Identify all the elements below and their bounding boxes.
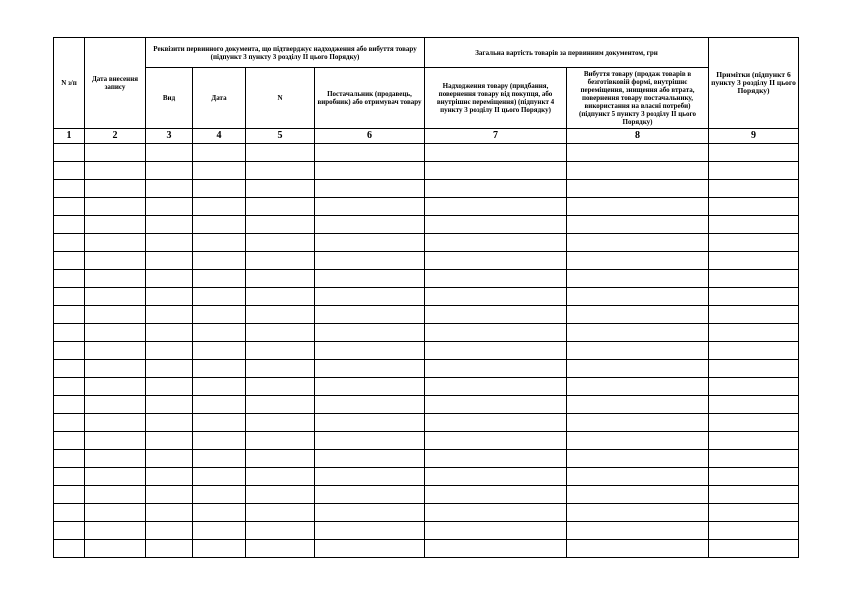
- table-row: [54, 144, 799, 162]
- table-cell[interactable]: [709, 540, 799, 558]
- table-cell[interactable]: [246, 234, 315, 252]
- goods-register-table: [53, 37, 799, 558]
- table-cell[interactable]: [54, 522, 85, 540]
- table-cell[interactable]: [315, 360, 425, 378]
- table-row: [54, 486, 799, 504]
- table-row: [54, 180, 799, 198]
- table-cell[interactable]: [54, 504, 85, 522]
- table-cell[interactable]: [85, 234, 146, 252]
- table-cell[interactable]: [246, 270, 315, 288]
- table-cell[interactable]: [425, 180, 567, 198]
- table-cell[interactable]: [146, 162, 193, 180]
- table-cell[interactable]: [709, 216, 799, 234]
- header-document-number: N: [246, 68, 315, 129]
- table-cell[interactable]: [315, 180, 425, 198]
- table-row: [54, 198, 799, 216]
- table-cell[interactable]: [246, 216, 315, 234]
- table-cell[interactable]: [193, 342, 246, 360]
- table-cell[interactable]: [85, 198, 146, 216]
- table-cell[interactable]: [425, 270, 567, 288]
- table-cell[interactable]: [193, 324, 246, 342]
- table-cell[interactable]: [709, 270, 799, 288]
- table-cell[interactable]: [567, 288, 709, 306]
- table-cell[interactable]: [146, 234, 193, 252]
- table-cell[interactable]: [146, 306, 193, 324]
- table-cell[interactable]: [85, 288, 146, 306]
- table-cell[interactable]: [425, 360, 567, 378]
- table-cell[interactable]: [54, 252, 85, 270]
- table-cell[interactable]: [567, 540, 709, 558]
- table-cell[interactable]: [425, 432, 567, 450]
- table-cell[interactable]: [54, 306, 85, 324]
- table-cell[interactable]: [54, 288, 85, 306]
- table-cell[interactable]: [146, 540, 193, 558]
- table-cell[interactable]: [315, 486, 425, 504]
- table-cell[interactable]: [709, 450, 799, 468]
- table-cell[interactable]: [425, 414, 567, 432]
- table-cell[interactable]: [246, 198, 315, 216]
- table-row: [54, 378, 799, 396]
- table-cell[interactable]: [193, 450, 246, 468]
- table-cell[interactable]: [425, 324, 567, 342]
- table-cell[interactable]: [54, 270, 85, 288]
- table-cell[interactable]: [246, 540, 315, 558]
- table-cell[interactable]: [246, 414, 315, 432]
- table-cell[interactable]: [315, 252, 425, 270]
- table-cell[interactable]: [246, 378, 315, 396]
- table-cell[interactable]: [85, 162, 146, 180]
- table-cell[interactable]: [315, 198, 425, 216]
- table-cell[interactable]: [246, 324, 315, 342]
- table-cell[interactable]: [567, 486, 709, 504]
- table-cell[interactable]: [567, 216, 709, 234]
- table-cell[interactable]: [85, 342, 146, 360]
- table-cell[interactable]: [315, 342, 425, 360]
- table-cell[interactable]: [315, 270, 425, 288]
- table-row: [54, 468, 799, 486]
- table-cell[interactable]: [709, 432, 799, 450]
- table-cell[interactable]: [54, 414, 85, 432]
- table-cell[interactable]: [146, 522, 193, 540]
- table-header: [54, 38, 799, 144]
- table-cell[interactable]: [85, 468, 146, 486]
- table-cell[interactable]: [425, 522, 567, 540]
- table-cell[interactable]: [425, 378, 567, 396]
- table-cell[interactable]: [146, 414, 193, 432]
- table-cell[interactable]: [567, 414, 709, 432]
- table-cell[interactable]: [709, 414, 799, 432]
- table-row: [54, 288, 799, 306]
- table-cell[interactable]: [193, 378, 246, 396]
- table-cell[interactable]: [315, 324, 425, 342]
- table-cell[interactable]: [193, 162, 246, 180]
- table-cell[interactable]: [246, 144, 315, 162]
- table-cell[interactable]: [146, 288, 193, 306]
- column-number: 3: [146, 129, 193, 144]
- table-cell[interactable]: [54, 216, 85, 234]
- table-row: [54, 450, 799, 468]
- table-cell[interactable]: [567, 504, 709, 522]
- table-cell[interactable]: [193, 288, 246, 306]
- table-cell[interactable]: [567, 378, 709, 396]
- table-cell[interactable]: [246, 396, 315, 414]
- table-cell[interactable]: [146, 270, 193, 288]
- table-cell[interactable]: [85, 252, 146, 270]
- table-cell[interactable]: [425, 162, 567, 180]
- table-row: [54, 504, 799, 522]
- table-cell[interactable]: [315, 216, 425, 234]
- table-cell[interactable]: [146, 144, 193, 162]
- table-cell[interactable]: [567, 450, 709, 468]
- table-cell[interactable]: [315, 162, 425, 180]
- header-document-date: Дата: [193, 68, 246, 129]
- table-cell[interactable]: [567, 180, 709, 198]
- table-cell[interactable]: [709, 396, 799, 414]
- table-cell[interactable]: [709, 144, 799, 162]
- table-cell[interactable]: [567, 198, 709, 216]
- table-cell[interactable]: [54, 540, 85, 558]
- table-cell[interactable]: [709, 360, 799, 378]
- table-cell[interactable]: [54, 360, 85, 378]
- table-cell[interactable]: [85, 216, 146, 234]
- table-cell[interactable]: [193, 504, 246, 522]
- table-cell[interactable]: [246, 252, 315, 270]
- table-cell[interactable]: [709, 486, 799, 504]
- table-cell[interactable]: [425, 216, 567, 234]
- table-row: [54, 396, 799, 414]
- table-cell[interactable]: [54, 432, 85, 450]
- table-cell[interactable]: [85, 486, 146, 504]
- table-cell[interactable]: [54, 378, 85, 396]
- table-body: [54, 144, 799, 558]
- table-row: [54, 414, 799, 432]
- table-cell[interactable]: [709, 234, 799, 252]
- table-cell[interactable]: [193, 360, 246, 378]
- column-number: 5: [246, 129, 315, 144]
- table-cell[interactable]: [85, 378, 146, 396]
- table-cell[interactable]: [567, 252, 709, 270]
- table-cell[interactable]: [85, 522, 146, 540]
- table-cell[interactable]: [567, 162, 709, 180]
- table-cell[interactable]: [709, 288, 799, 306]
- table-cell[interactable]: [425, 234, 567, 252]
- table-cell[interactable]: [54, 468, 85, 486]
- table-cell[interactable]: [315, 288, 425, 306]
- table-cell[interactable]: [709, 504, 799, 522]
- column-numbers-row: [54, 129, 799, 144]
- table-cell[interactable]: [315, 396, 425, 414]
- column-number: 7: [425, 129, 567, 144]
- table-cell[interactable]: [146, 486, 193, 504]
- table-cell[interactable]: [567, 432, 709, 450]
- table-cell[interactable]: [709, 342, 799, 360]
- table-cell[interactable]: [193, 234, 246, 252]
- table-cell[interactable]: [85, 144, 146, 162]
- table-cell[interactable]: [193, 252, 246, 270]
- table-cell[interactable]: [85, 504, 146, 522]
- table-cell[interactable]: [85, 450, 146, 468]
- table-cell[interactable]: [425, 468, 567, 486]
- table-cell[interactable]: [54, 486, 85, 504]
- table-cell[interactable]: [567, 234, 709, 252]
- column-number: 2: [85, 129, 146, 144]
- table-row: [54, 216, 799, 234]
- table-cell[interactable]: [193, 144, 246, 162]
- table-cell[interactable]: [567, 306, 709, 324]
- table-cell[interactable]: [85, 180, 146, 198]
- table-cell[interactable]: [193, 414, 246, 432]
- table-cell[interactable]: [85, 414, 146, 432]
- table-cell[interactable]: [709, 468, 799, 486]
- table-row: [54, 234, 799, 252]
- header-document-type: Вид: [146, 68, 193, 129]
- table-cell[interactable]: [85, 360, 146, 378]
- table-row: [54, 522, 799, 540]
- table-cell[interactable]: [567, 360, 709, 378]
- table-row: [54, 270, 799, 288]
- table-cell[interactable]: [193, 180, 246, 198]
- table-cell[interactable]: [709, 198, 799, 216]
- table-cell[interactable]: [315, 378, 425, 396]
- table-cell[interactable]: [425, 252, 567, 270]
- table-cell[interactable]: [425, 288, 567, 306]
- table-cell[interactable]: [193, 540, 246, 558]
- table-cell[interactable]: [425, 396, 567, 414]
- header-total-value: Загальна вартість товарів за первинним документом, грн: [425, 38, 709, 68]
- table-cell[interactable]: [425, 450, 567, 468]
- table-cell[interactable]: [246, 504, 315, 522]
- table-cell[interactable]: [425, 504, 567, 522]
- table-cell[interactable]: [709, 252, 799, 270]
- table-cell[interactable]: [146, 504, 193, 522]
- column-number: 4: [193, 129, 246, 144]
- table-cell[interactable]: [146, 342, 193, 360]
- header-document-requisites: Реквізити первинного документа, що підтверджує надходження або вибуття товару (підпункт 3 пункту 3 розділу II цього Порядку): [146, 38, 425, 68]
- table-cell[interactable]: [709, 306, 799, 324]
- table-cell[interactable]: [709, 162, 799, 180]
- table-cell[interactable]: [246, 306, 315, 324]
- table-row: [54, 360, 799, 378]
- column-number: 8: [567, 129, 709, 144]
- table-cell[interactable]: [315, 450, 425, 468]
- table-cell[interactable]: [85, 396, 146, 414]
- table-cell[interactable]: [567, 342, 709, 360]
- table-cell[interactable]: [246, 288, 315, 306]
- table-cell[interactable]: [567, 144, 709, 162]
- table-cell[interactable]: [146, 450, 193, 468]
- table-cell[interactable]: [425, 342, 567, 360]
- table-cell[interactable]: [246, 486, 315, 504]
- table-cell[interactable]: [54, 450, 85, 468]
- table-cell[interactable]: [567, 468, 709, 486]
- header-entry-date: Дата внесення запису: [85, 38, 146, 129]
- table-row: [54, 162, 799, 180]
- table-cell[interactable]: [146, 252, 193, 270]
- table-cell[interactable]: [54, 342, 85, 360]
- column-number: 6: [315, 129, 425, 144]
- table-cell[interactable]: [54, 234, 85, 252]
- table-cell[interactable]: [246, 522, 315, 540]
- table-cell[interactable]: [146, 378, 193, 396]
- table-cell[interactable]: [146, 360, 193, 378]
- table-cell[interactable]: [85, 540, 146, 558]
- table-cell[interactable]: [567, 396, 709, 414]
- table-cell[interactable]: [315, 522, 425, 540]
- header-counterparty: Постачальник (продавець, виробник) або отримувач товару: [315, 68, 425, 129]
- table-cell[interactable]: [54, 144, 85, 162]
- table-cell[interactable]: [246, 162, 315, 180]
- table-cell[interactable]: [85, 270, 146, 288]
- header-goods-receipt: Надходження товару (придбання, повернення товару від покупця, або внутрішнє переміщення) (підпункт 4 пункту 3 розділу II цього Порядку): [425, 68, 567, 129]
- table-cell[interactable]: [193, 270, 246, 288]
- table-cell[interactable]: [146, 468, 193, 486]
- table-cell[interactable]: [54, 198, 85, 216]
- table-cell[interactable]: [315, 414, 425, 432]
- table-cell[interactable]: [85, 324, 146, 342]
- table-row: [54, 342, 799, 360]
- table-cell[interactable]: [54, 162, 85, 180]
- table-row: [54, 540, 799, 558]
- table-cell[interactable]: [425, 198, 567, 216]
- column-number: 1: [54, 129, 85, 144]
- table-cell[interactable]: [315, 468, 425, 486]
- table-cell[interactable]: [709, 522, 799, 540]
- table-cell[interactable]: [246, 432, 315, 450]
- table-cell[interactable]: [193, 432, 246, 450]
- table-cell[interactable]: [709, 324, 799, 342]
- table-cell[interactable]: [567, 270, 709, 288]
- table-cell[interactable]: [315, 144, 425, 162]
- table-cell[interactable]: [193, 468, 246, 486]
- table-cell[interactable]: [146, 396, 193, 414]
- table-cell[interactable]: [315, 504, 425, 522]
- table-cell[interactable]: [246, 468, 315, 486]
- table-row: [54, 306, 799, 324]
- table-row: [54, 432, 799, 450]
- table-cell[interactable]: [567, 522, 709, 540]
- table-cell[interactable]: [54, 396, 85, 414]
- table-cell[interactable]: [315, 432, 425, 450]
- table-cell[interactable]: [425, 144, 567, 162]
- table-row: [54, 324, 799, 342]
- table-cell[interactable]: [193, 306, 246, 324]
- header-row-number: N з/п: [54, 38, 85, 129]
- table-cell[interactable]: [146, 432, 193, 450]
- table-cell[interactable]: [709, 180, 799, 198]
- table-cell[interactable]: [193, 396, 246, 414]
- table-cell[interactable]: [54, 180, 85, 198]
- table-cell[interactable]: [85, 306, 146, 324]
- table-cell[interactable]: [85, 432, 146, 450]
- table-cell[interactable]: [246, 342, 315, 360]
- table-cell[interactable]: [315, 306, 425, 324]
- table-cell[interactable]: [315, 540, 425, 558]
- table-cell[interactable]: [54, 324, 85, 342]
- table-cell[interactable]: [246, 180, 315, 198]
- table-cell[interactable]: [193, 486, 246, 504]
- table-cell[interactable]: [425, 540, 567, 558]
- table-cell[interactable]: [146, 324, 193, 342]
- table-row: [54, 252, 799, 270]
- table-cell[interactable]: [146, 216, 193, 234]
- column-number: 9: [709, 129, 799, 144]
- header-goods-disposal: Вибуття товару (продаж товарів в безготівковій формі, внутрішнє переміщення, знищення або втрата, повернення товару постачальнику, використання на власні потреби) (підпункт 5 пункту 3 розділу II цього Порядку): [567, 68, 709, 129]
- table-cell[interactable]: [246, 360, 315, 378]
- table-cell[interactable]: [193, 198, 246, 216]
- table-cell[interactable]: [567, 324, 709, 342]
- table-cell[interactable]: [146, 180, 193, 198]
- table-cell[interactable]: [193, 216, 246, 234]
- header-notes: Примітки (підпункт 6 пункту 3 розділу II цього Порядку): [709, 38, 799, 129]
- table-cell[interactable]: [146, 198, 193, 216]
- table-cell[interactable]: [425, 306, 567, 324]
- table-cell[interactable]: [315, 234, 425, 252]
- table-cell[interactable]: [246, 450, 315, 468]
- table-cell[interactable]: [709, 378, 799, 396]
- table-cell[interactable]: [193, 522, 246, 540]
- table-cell[interactable]: [425, 486, 567, 504]
